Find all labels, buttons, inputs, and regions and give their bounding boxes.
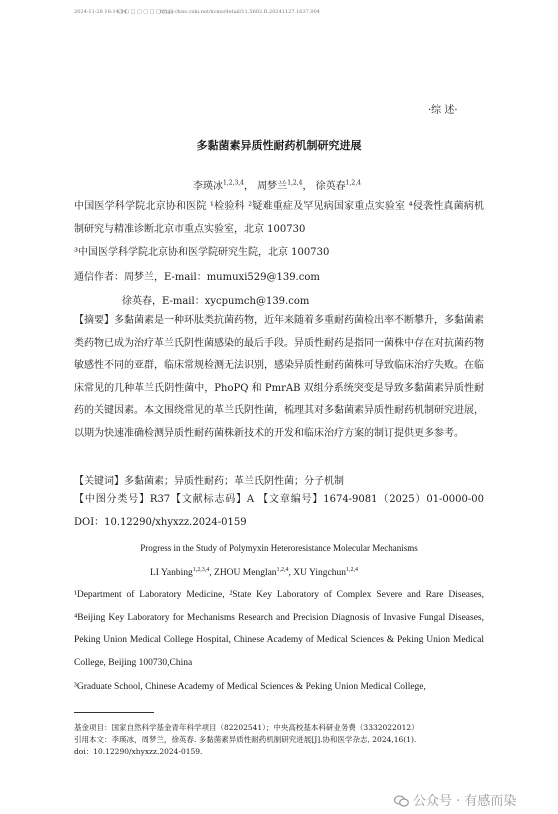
header-title-placeholder: □ □ □ □ □ □ □ □ □ <box>118 9 174 15</box>
watermark <box>394 790 516 809</box>
watermark-text: 公众号 · 有感而染 <box>413 794 517 809</box>
author-en-1-affil: 1,2,3,4 <box>192 567 210 573</box>
authors-en: LI Yanbing$^{1,2,3,4}$, ZHOU Menglan$^{1,2,4}$, XU Yingchun$^{1,2,4}$ <box>150 567 358 579</box>
author-en-2: ZHOU Menglan <box>214 568 277 579</box>
header-timestamp: 2024-11-28 10:14:04 <box>74 9 127 15</box>
affiliation-en-1: ¹Department of Laboratory Medicine, ²State Key Laboratory of Complex Severe and Rare Diseases, ⁴Beijing Key Laboratory for Mechanisms Research and Precision Diagnosis of Invasive Fungal Diseases, Peking Union Medical College Hospital, Chinese Academy of Medical Sciences & Peking Union Medical College, Beijing 100730,China <box>74 590 484 668</box>
keywords-cn: 【关键词】多黏菌素；异质性耐药；革兰氏阴性菌；分子机制 <box>74 476 344 487</box>
article-title-en: Progress in the Study of Polymyxin Heteroresistance Molecular Mechanisms <box>140 543 418 553</box>
author-en-2-affil: 1,2,4 <box>276 567 289 573</box>
author-cn-1-affil: 1,2,3,4 <box>223 179 244 187</box>
author-en-3: XU Yingchun <box>293 568 346 579</box>
authors-cn: 李瑛冰$^{1,2,3,4}$， 周梦兰$^{1,2,4}$， 徐英春$^{1,2,4}$ <box>193 179 361 192</box>
footnote-funding: 基金项目：国家自然科学基金青年科学项目（82202541）；中央高校基本科研业务费（3332022012） <box>74 723 419 732</box>
author-en-3-affil: 1,2,4 <box>345 567 358 573</box>
corresponding-author-2: 徐英春，E-mail：xycpumch@139.com <box>122 296 310 307</box>
affiliation-cn-1: 中国医学科学院北京协和医院 ¹检验科 ²疑难重症及罕见病国家重点实验室 ⁴侵袭性真菌病机制研究与精准诊断北京市重点实验室，北京 100730 <box>74 201 484 235</box>
author-cn-3-affil: 1,2,4 <box>345 179 361 187</box>
affiliation-en-2: ³Graduate School, Chinese Academy of Medical Sciences & Peking Union Medical College, <box>74 682 426 692</box>
author-cn-1: 李瑛冰 <box>193 181 223 192</box>
wechat-icon <box>394 795 409 807</box>
footnote-doi: doi：10.12290/xhyxzz.2024-0159. <box>74 747 203 756</box>
author-cn-3: 徐英春 <box>315 181 346 192</box>
footnote-citation: 引用本文：李瑛冰，周梦兰，徐英春. 多黏菌素异质性耐药机制研究进展[J].协和医学杂志, 2024,16(1). <box>74 735 417 744</box>
section-label: ·综 述· <box>428 105 458 116</box>
header-url[interactable]: https://kns.cnki.net/kcms/detail/11.5602.R.20241127.1637.004 <box>160 9 320 15</box>
author-cn-2-affil: 1,2,4 <box>287 179 303 187</box>
footnote-divider <box>74 712 154 713</box>
abstract-cn: 【摘要】多黏菌素是一种环肽类抗菌药物，近年来随着多重耐药菌检出率不断攀升，多黏菌素类药物已成为治疗革兰氏阴性菌感染的最后手段。异质性耐药是指同一菌株中存在对抗菌药物敏感性不同的亚群，临床常规检测无法识别，感染异质性耐药菌株可导致临床治疗失败。在临床常见的几种革兰氏阴性菌中，PhoPQ 和 PmrAB 双组分系统突变是导致多黏菌素异质性耐药的关键因素。本文围绕常见的革兰氏阴性菌，梳理其对多黏菌素异质性耐药机制研究进展，以期为快速准确检测异质性耐药菌株新技术的开发和临床治疗方案的制订提供更多参考。 <box>74 315 484 439</box>
author-en-1: LI Yanbing <box>150 568 193 579</box>
author-cn-2: 周梦兰 <box>257 181 288 192</box>
corresponding-author-1: 通信作者：周梦兰，E-mail：mumuxi529@139.com <box>74 272 320 283</box>
affiliation-cn-2: ³中国医学科学院北京协和医学院研究生院，北京 100730 <box>74 247 330 258</box>
article-title-cn: 多黏菌素异质性耐药机制研究进展 <box>196 139 362 152</box>
classification-doi: 【中图分类号】R37【文献标志码】A 【文章编号】1674-9081（2025）01-0000-00 DOI：10.12290/xhyxzz.2024-0159 <box>74 494 484 528</box>
